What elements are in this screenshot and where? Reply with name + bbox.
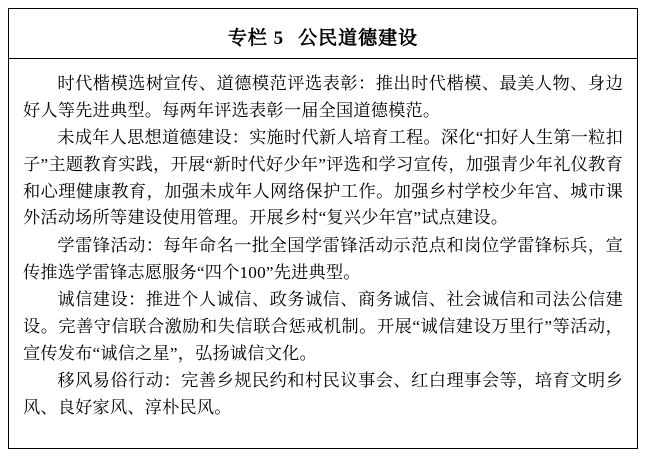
feature-box bbox=[8, 8, 638, 449]
paragraph: 学雷锋活动：每年命名一批全国学雷锋活动示范点和岗位学雷锋标兵，宣传推选学雷锋志愿服务“四个100”先进典型。 bbox=[23, 235, 623, 282]
box-header bbox=[9, 9, 637, 65]
paragraph: 移风易俗行动：完善乡规民约和村民议事会、红白理事会等，培育文明乡风、良好家风、淳朴民风。 bbox=[23, 371, 623, 417]
box-body bbox=[9, 65, 637, 422]
paragraph: 未成年人思想道德建设：实施时代新人培育工程。深化“扣好人生第一粒扣子”主题教育实践，开展“新时代好少年”评选和学习宣传，加强青少年礼仪教育和心理健康教育，加强未成年人网络保护工作。加强乡村学校少年宫、城市课外活动场所等建设使用管理。开展乡村“复兴少年宫”试点建设。 bbox=[23, 128, 623, 228]
box-heading: 公民道德建设 bbox=[298, 28, 419, 49]
paragraph: 诚信建设：推进个人诚信、政务诚信、商务诚信、社会诚信和司法公信建设。完善守信联合激励和失信联合惩戒机制。开展“诚信建设万里行”等活动，宣传发布“诚信之星”，弘扬诚信文化。 bbox=[23, 290, 623, 363]
paragraph: 时代楷模选树宣传、道德模范评选表彰：推出时代楷模、最美人物、身边好人等先进典型。每两年评选表彰一届全国道德模范。 bbox=[23, 74, 623, 120]
header-divider bbox=[9, 58, 637, 59]
box-label: 专栏 5 bbox=[227, 28, 285, 49]
page-title bbox=[228, 23, 418, 50]
